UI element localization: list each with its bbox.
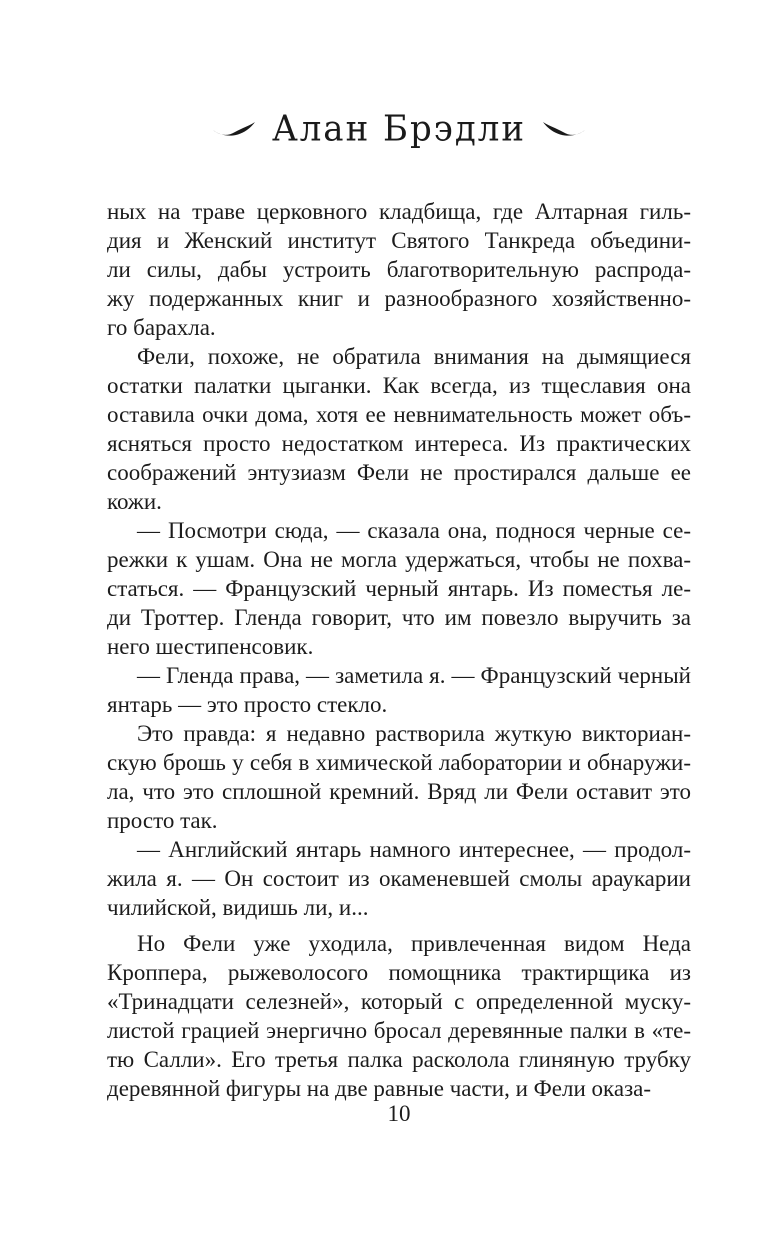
text-line: режки к ушам. Она не могла удержаться, чтобы не похва- [107,547,691,572]
text-line: просто так. [107,808,218,833]
text-line: Но Фели уже уходила, привлеченная видом Неда [137,931,691,956]
text-line: Фели, похоже, не обратила внимания на дымящиеся [137,344,691,369]
swash-right-icon [542,118,586,140]
text-line: жила я. — Он состоит из окаменевшей смолы араукарии [107,866,691,891]
text-line: тю Салли». Его третья палка расколола глиняную трубку [107,1047,691,1072]
text-line: ясняться просто недостатком интереса. Из практических [107,431,691,456]
paragraph [107,342,691,516]
author-name: Алан Брэдли [271,108,527,150]
paragraph [107,835,691,922]
page-number: 10 [387,1101,411,1126]
text-line: дия и Женский институт Святого Танкреда объедини- [107,228,691,253]
text-line: жу подержанных книг и разнообразного хозяйственно- [107,286,691,311]
text-line: ных на траве церковного кладбища, где Алтарная гиль- [107,199,691,224]
text-line: «Тринадцати селезней», который с определенной муску- [107,989,691,1014]
text-line: скую брошь у себя в химической лаборатории и обнаружи- [107,750,691,775]
page-header [107,100,691,158]
text-line: чилийской, видишь ли, и... [107,895,369,920]
text-line: Это правда: я недавно растворила жуткую викториан- [137,721,691,746]
text-line: оставила очки дома, хотя ее невнимательность может объ- [107,402,691,427]
text-line: Кроппера, рыжеволосого помощника трактирщика из [107,960,691,985]
text-line: кожи. [107,489,162,514]
text-line: ли силы, дабы устроить благотворительную распрода- [107,257,691,282]
text-line: статься. — Французский черный янтарь. Из поместья ле- [107,576,691,601]
text-line: — Английский янтарь намного интереснее, — продол- [137,837,691,862]
paragraph [107,197,691,342]
text-line: — Посмотри сюда, — сказала она, поднося черные се- [137,518,691,543]
text-line: него шестипенсовик. [107,634,314,659]
swash-left-icon [212,118,256,140]
text-line: листой грацией энергично бросал деревянные палки в «те- [107,1018,691,1043]
text-line: ла, что это сплошной кремний. Вряд ли Фели оставит это [107,779,691,804]
text-line: — Гленда права, — заметила я. — Французский черный [137,663,691,688]
body-text [107,197,691,1103]
paragraph [107,719,691,835]
paragraph [107,929,691,1103]
text-line: ди Троттер. Гленда говорит, что им повезло выручить за [107,605,691,630]
text-line: соображений энтузиазм Фели не простирался дальше ее [107,460,691,485]
paragraph [107,516,691,661]
text-line: остатки палатки цыганки. Как всегда, из тщеславия она [107,373,691,398]
text-line: го барахла. [107,315,216,340]
text-line: деревянной фигуры на две равные части, и Фели оказа- [107,1076,652,1101]
paragraph [107,661,691,719]
text-line: янтарь — это просто стекло. [107,692,388,717]
